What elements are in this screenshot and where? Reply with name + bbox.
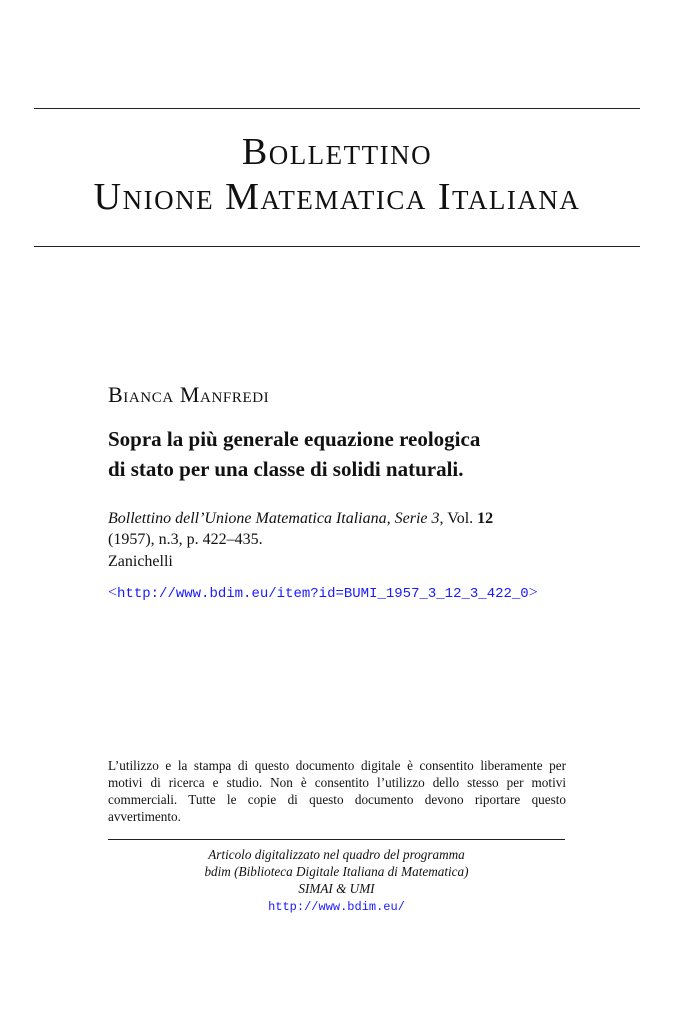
article-link-line xyxy=(108,582,538,602)
citation-vol-label: , Vol. xyxy=(439,510,478,527)
footer-line1: Articolo digitalizzato nel quadro del programma xyxy=(208,847,465,862)
article-author: Bianca Manfredi xyxy=(108,382,270,407)
citation-volume: 12 xyxy=(477,510,494,527)
citation-details: (1957), n.3, p. 422–435. xyxy=(108,531,263,548)
article-title-line1: Sopra la più generale equazione reologica xyxy=(108,427,481,451)
footer-line3: SIMAI & UMI xyxy=(298,881,375,896)
article-citation xyxy=(108,508,578,550)
title-bottom-rule xyxy=(34,246,640,247)
article-title-line2: di stato per una classe di solidi naturali. xyxy=(108,457,464,481)
article-link[interactable]: http://www.bdim.eu/item?id=BUMI_1957_3_12_3_422_0 xyxy=(117,586,529,602)
citation-journal: Bollettino dell’Unione Matematica Italiana, Serie 3 xyxy=(108,510,440,527)
footer-line2: bdim (Biblioteca Digitale Italiana di Matematica) xyxy=(204,864,469,879)
footer xyxy=(108,846,565,916)
journal-title-line2: Unione Matematica Italiana xyxy=(93,176,581,218)
link-close-bracket: > xyxy=(528,584,538,601)
top-rule xyxy=(34,108,640,109)
publisher: Zanichelli xyxy=(108,553,173,570)
article-title xyxy=(108,424,588,484)
footer-rule xyxy=(108,839,565,840)
journal-title xyxy=(34,130,640,220)
link-open-bracket: < xyxy=(108,584,118,601)
usage-notice: L’utilizzo e la stampa di questo documento digitale è consentito liberamente per motivi di ricerca e studio. Non è consentito l’utilizzo dello stesso per motivi commerciali. Tutte le copie di questo documento devono riportare questo avvertimento. xyxy=(108,758,566,824)
footer-link[interactable]: http://www.bdim.eu/ xyxy=(268,900,405,914)
journal-title-line1: Bollettino xyxy=(241,131,433,173)
